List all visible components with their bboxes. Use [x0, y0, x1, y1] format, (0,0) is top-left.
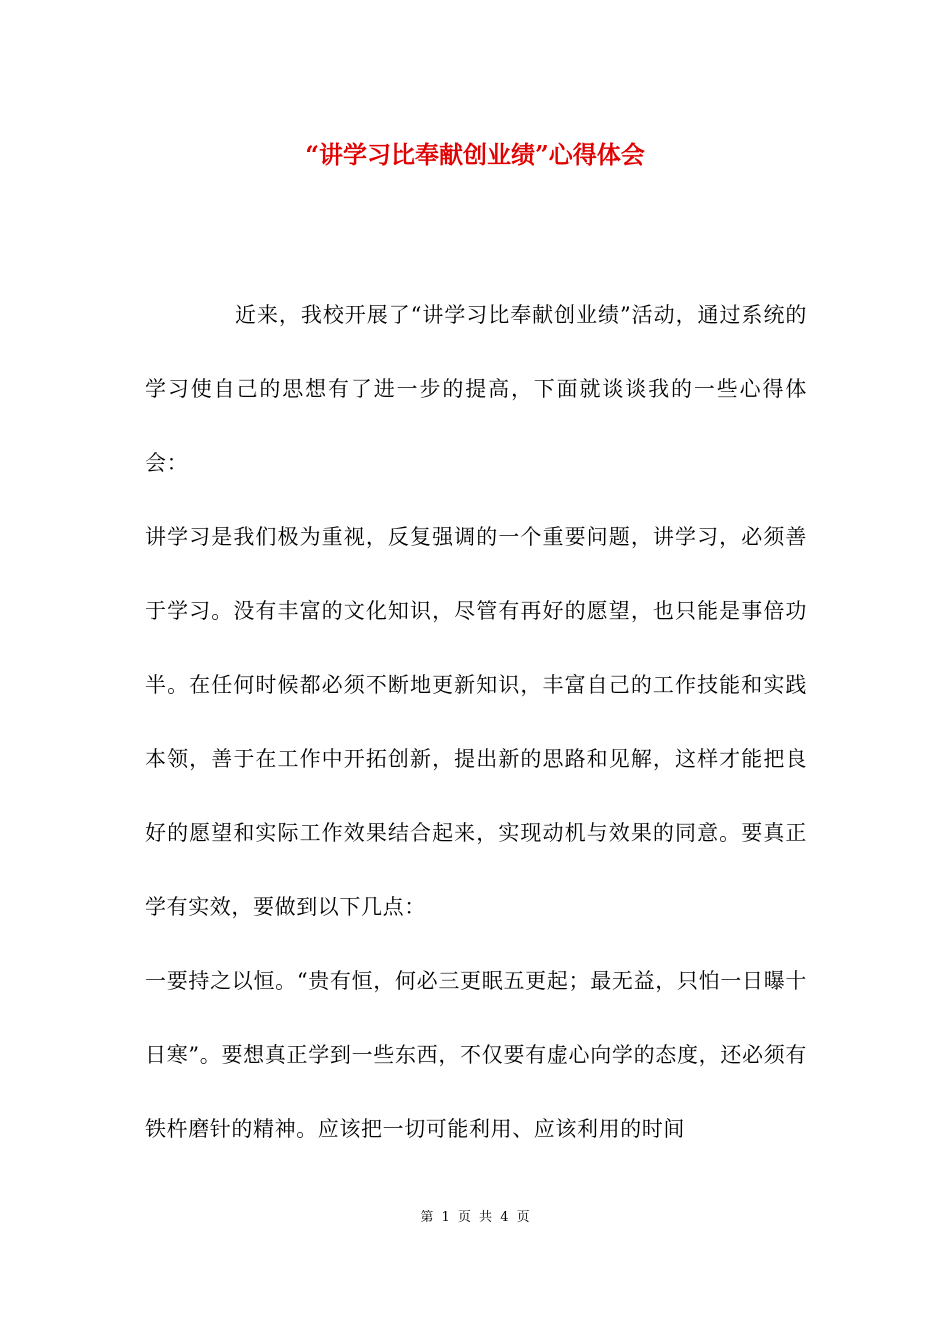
paragraph-learning: 讲学习是我们极为重视，反复强调的一个重要问题，讲学习，必须善于学习。没有丰富的文化知识，尽管有再好的愿望，也只能是事倍功半。在任何时候都必须不断地更新知识，丰富自己的工作技能和实践本领，善于在工作中开拓创新，提出新的思路和见解，这样才能把良好的愿望和实际工作效果结合起来，实现动机与效果的同意。要真正学有实效，要做到以下几点： [145, 525, 807, 919]
paragraph-intro: 近来，我校开展了“讲学习比奉献创业绩”活动，通过系统的学习使自己的思想有了进一步的提高，下面就谈谈我的一些心得体会： [145, 303, 807, 475]
document-title: “讲学习比奉献创业绩”心得体会 [305, 140, 645, 169]
document-body [145, 278, 807, 1166]
page-number-footer: 第 1 页 共 4 页 [420, 1210, 530, 1225]
paragraph-persistence: 一要持之以恒。“贵有恒，何必三更眠五更起；最无益，只怕一日曝十日寒”。要想真正学到一些东西，不仅要有虚心向学的态度，还必须有铁杵磨针的精神。应该把一切可能利用、应该利用的时间 [145, 969, 807, 1141]
